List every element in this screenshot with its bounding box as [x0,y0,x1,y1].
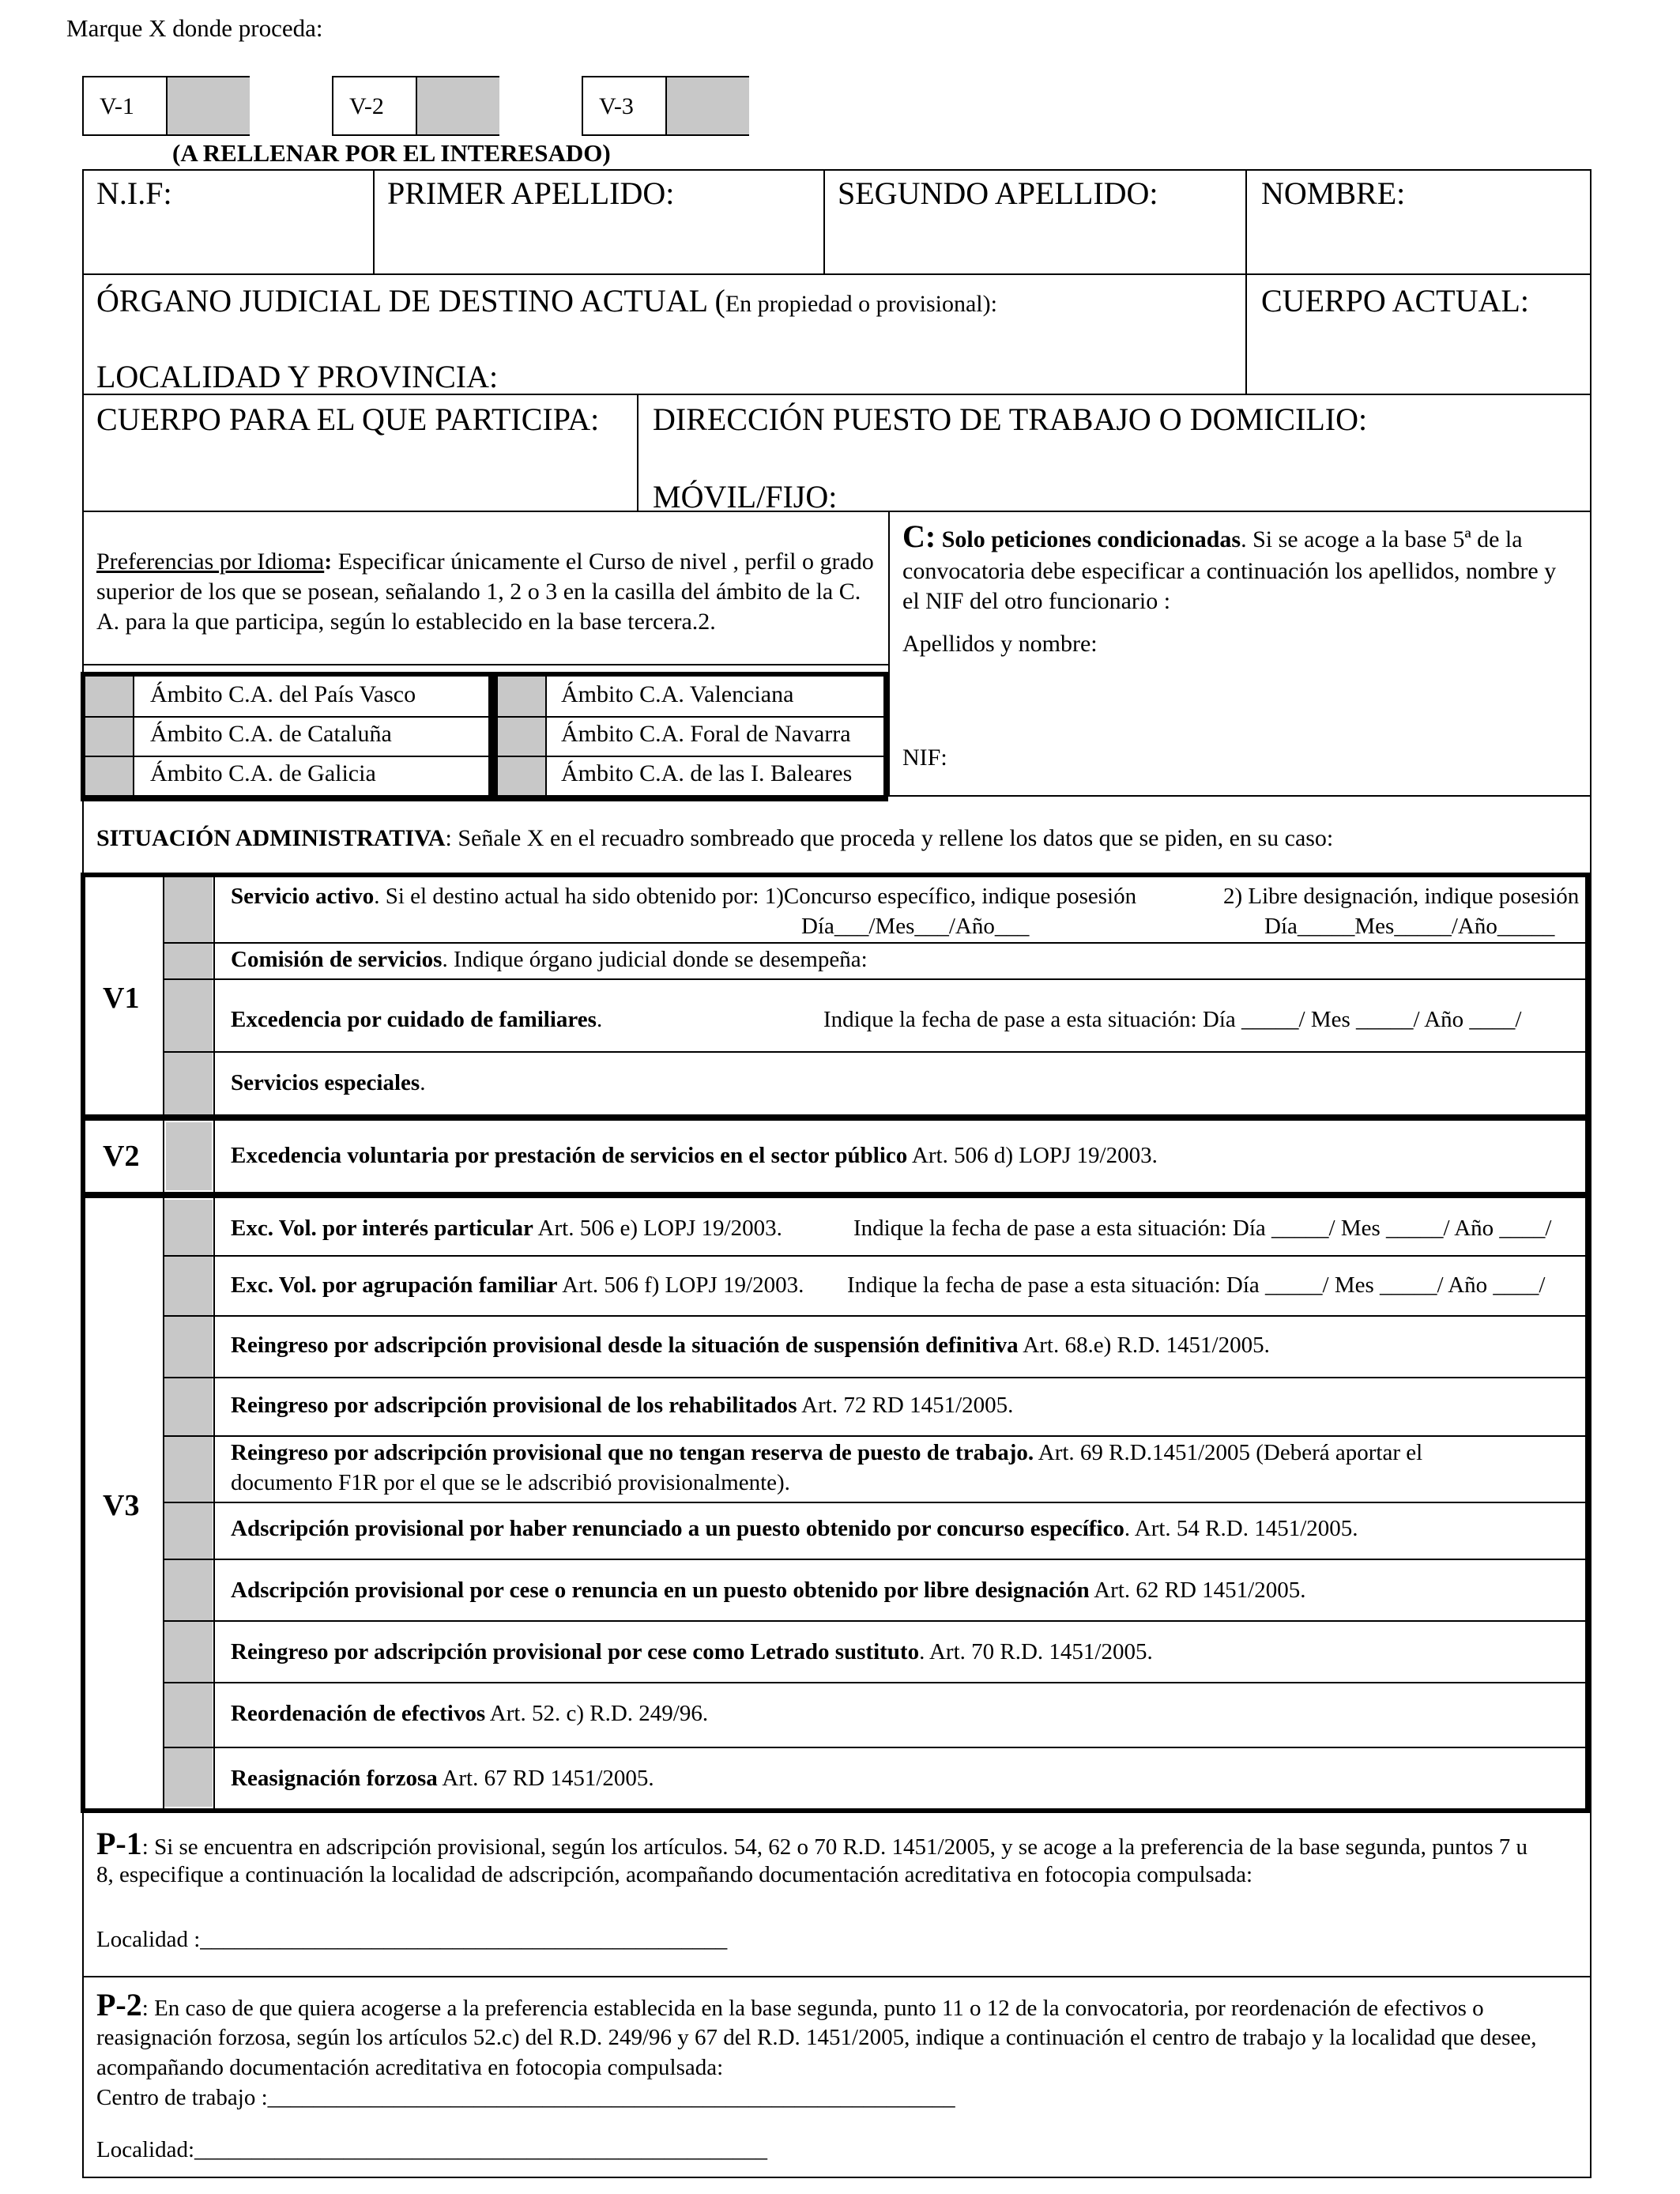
organo-field[interactable] [96,283,997,319]
option-v3-checkbox[interactable] [665,77,749,134]
option-v2-checkbox[interactable] [416,77,499,134]
v3-row-6 [231,1516,1358,1542]
condicionadas-nif-field[interactable]: NIF: [902,745,947,771]
v3-row-1-rest: Art. 506 e) LOPJ 19/2003. [533,1216,782,1241]
v3-row-7-rest: Art. 62 RD 1451/2005. [1089,1578,1306,1603]
v3-row-6-checkbox[interactable] [166,1505,212,1557]
v3-row-4-rest: Art. 72 RD 1451/2005. [797,1393,1014,1418]
v2-bold: Excedencia voluntaria por prestación de servicios en el sector público [231,1143,908,1168]
v3-row-1-fecha[interactable]: Indique la fecha de pase a esta situación: Día _____/ Mes _____/ Año ____/ [853,1216,1552,1241]
v3-row-2-fecha[interactable]: Indique la fecha de pase a esta situación: Día _____/ Mes _____/ Año ____/ [847,1272,1546,1298]
option-v3-label: V-3 [599,93,634,119]
ambito-baleares-checkbox[interactable] [501,759,544,794]
v3-row-5 [231,1440,1422,1466]
v3-row-6-rest: . Art. 54 R.D. 1451/2005. [1124,1516,1358,1541]
instruction-text: Marque X donde proceda: [66,14,323,42]
v2-rest: Art. 506 d) LOPJ 19/2003. [907,1143,1158,1168]
ambito-cataluna-checkbox[interactable] [89,719,131,754]
v3-row-9-checkbox[interactable] [166,1685,212,1745]
v3-row-10-checkbox[interactable] [166,1750,212,1807]
ambito-galicia-checkbox[interactable] [89,759,131,794]
ambito-galicia: Ámbito C.A. de Galicia [150,760,376,786]
v3-row-5-checkbox[interactable] [166,1438,212,1500]
comision-rest: . Indique órgano judicial donde se desempeña: [442,947,868,972]
option-v3-box[interactable] [582,76,749,136]
comision-bold: Comisión de servicios [231,947,443,972]
condicionadas-line-3: el NIF del otro funcionario : [902,588,1171,614]
v3-row-8-bold: Reingreso por adscripción provisional por cese como Letrado sustituto [231,1639,920,1664]
v2-checkbox[interactable] [166,1122,212,1190]
servicio-activo-line [231,884,1136,910]
option-v2-box[interactable] [332,76,499,136]
idioma-line-3: A. para la que participa, según lo establecido en la base tercera.2. [96,609,716,635]
v3-row-10 [231,1766,654,1792]
v3-row-7-checkbox[interactable] [166,1562,212,1619]
segundo-apellido-field[interactable]: SEGUNDO APELLIDO: [838,175,1158,211]
p2-localidad-field[interactable]: Localidad:__________________________________________________ [96,2137,768,2162]
fill-note: (A RELLENAR POR EL INTERESADO) [172,139,611,167]
p2-line-3: acompañando documentación acreditativa en fotocopia compulsada: [96,2055,724,2080]
especiales-rest: . [420,1070,426,1095]
servicio-activo-bold: Servicio activo [231,884,375,909]
v3-row-9-bold: Reordenación de efectivos [231,1701,486,1726]
situacion-title: SITUACIÓN ADMINISTRATIVA [96,825,446,851]
idioma-title: Preferencias por Idioma [96,548,325,575]
condicionadas-line-1 [902,518,1523,555]
v3-row-2-rest: Art. 506 f) LOPJ 19/2003. [557,1272,804,1298]
organo-sublabel: En propiedad o provisional): [725,291,997,317]
v2-line [231,1143,1158,1169]
v3-row-3 [231,1333,1270,1359]
condicionadas-rest: . Si se acoge a la base 5ª de la [1241,526,1523,552]
option-v1-label: V-1 [100,93,134,119]
excedencia-fecha[interactable]: Indique la fecha de pase a esta situación: Día _____/ Mes _____/ Año ____/ [823,1007,1522,1032]
direccion-field[interactable]: DIRECCIÓN PUESTO DE TRABAJO O DOMICILIO: [653,401,1368,437]
ambito-cataluna: Ámbito C.A. de Cataluña [150,721,392,747]
ambito-valenciana: Ámbito C.A. Valenciana [561,681,794,707]
cuerpo-actual-field[interactable]: CUERPO ACTUAL: [1261,283,1529,319]
v3-row-3-checkbox[interactable] [166,1318,212,1375]
servicios-especiales-checkbox[interactable] [166,1054,212,1114]
condicionadas-letter: C: [902,518,936,554]
ambito-valenciana-checkbox[interactable] [501,681,544,714]
situacion-text: : Señale X en el recuadro sombreado que proceda y rellene los datos que se piden, en su caso: [445,825,1334,851]
excedencia-bold: Excedencia por cuidado de familiares [231,1007,597,1032]
especiales-bold: Servicios especiales [231,1070,420,1095]
option-v1-checkbox[interactable] [166,77,250,134]
v3-row-7 [231,1578,1306,1604]
idioma-line-1: Especificar únicamente el Curso de nivel , perfil o grado [337,548,874,575]
servicio-activo-checkbox[interactable] [166,879,212,941]
ambito-baleares: Ámbito C.A. de las I. Baleares [561,760,853,786]
v3-label: V3 [103,1489,140,1522]
ambito-pais-vasco-checkbox[interactable] [89,681,131,714]
v3-row-10-bold: Reasignación forzosa [231,1766,438,1791]
p1-line-1 [96,1826,1527,1862]
ambito-pais-vasco: Ámbito C.A. del País Vasco [150,681,416,707]
v3-row-9 [231,1701,708,1727]
v3-row-5-rest: Art. 69 R.D.1451/2005 (Deberá aportar el [1034,1440,1423,1465]
nif-field[interactable]: N.I.F: [96,175,172,211]
v3-row-4 [231,1393,1013,1419]
v3-row-9-rest: Art. 52. c) R.D. 249/96. [485,1701,709,1726]
servicio-fecha-2[interactable]: Día_____Mes_____/Año_____ [1264,914,1555,939]
v3-row-1-bold: Exc. Vol. por interés particular [231,1216,533,1241]
v3-row-4-checkbox[interactable] [166,1380,212,1434]
idioma-colon: : [324,548,333,575]
ambito-navarra-checkbox[interactable] [501,719,544,754]
p2-letter: P-2 [96,1987,142,2022]
condicionadas-bold: Solo peticiones condicionadas [941,526,1241,552]
v3-row-5-bold: Reingreso por adscripción provisional que no tengan reserva de puesto de trabajo. [231,1440,1034,1465]
v3-row-5-line-2: documento F1R por el que se le adscribió provisionalmente). [231,1470,790,1495]
v3-row-2-bold: Exc. Vol. por agrupación familiar [231,1272,558,1298]
excedencia-rest: . [596,1007,603,1032]
situacion-line [96,825,1333,853]
servicio-fecha-1[interactable]: Día___/Mes___/Año___ [801,914,1030,939]
p2-text-1: : En caso de que quiera acogerse a la preferencia establecida en la base segunda, punto 11 o 12 de la convocatoria, por reordenación de efectivos o [141,1996,1484,2021]
v1-label: V1 [103,982,140,1015]
v3-row-1 [231,1216,782,1242]
localidad-provincia-field[interactable]: LOCALIDAD Y PROVINCIA: [96,359,499,394]
v3-row-10-rest: Art. 67 RD 1451/2005. [437,1766,654,1791]
idioma-title-line [96,548,874,576]
v3-row-8-rest: . Art. 70 R.D. 1451/2005. [919,1639,1153,1664]
p1-text-1: : Si se encuentra en adscripción provisional, según los artículos. 54, 62 o 70 R.D. 1451/2005, y se acoge a la preferencia de la base segunda, puntos 7 u [141,1834,1528,1860]
p1-letter: P-1 [96,1826,142,1861]
servicio-activo-right: 2) Libre designación, indique posesión [1223,884,1580,909]
especiales-line [231,1070,425,1096]
excedencia-line [231,1007,602,1033]
v3-row-8-checkbox[interactable] [166,1623,212,1680]
v3-row-3-rest: Art. 68.e) R.D. 1451/2005. [1018,1333,1270,1358]
v3-row-6-bold: Adscripción provisional por haber renunciado a un puesto obtenido por concurso específico [231,1516,1124,1541]
movil-fijo-field[interactable]: MÓVIL/FIJO: [653,479,838,515]
nombre-field[interactable]: NOMBRE: [1261,175,1406,211]
v2-label: V2 [103,1140,140,1173]
p2-centro-field[interactable]: Centro de trabajo :____________________________________________________________ [96,2085,955,2110]
v3-row-7-bold: Adscripción provisional por cese o renuncia en un puesto obtenido por libre designación [231,1578,1090,1603]
ambito-navarra: Ámbito C.A. Foral de Navarra [561,721,851,747]
option-v2-label: V-2 [349,93,384,119]
condicionadas-line-2: convocatoria debe especificar a continuación los apellidos, nombre y [902,558,1557,584]
servicio-activo-rest: . Si el destino actual ha sido obtenido por: 1)Concurso específico, indique posesión [374,884,1137,909]
v3-row-4-bold: Reingreso por adscripción provisional de los rehabilitados [231,1393,797,1418]
p2-line-2: reasignación forzosa, según los artículos 52.c) del R.D. 249/96 y 67 del R.D. 1451/2005, indique a continuación el centro de trabajo y la localidad que desee, [96,2025,1537,2050]
comision-line [231,947,868,973]
comision-servicios-checkbox[interactable] [166,945,212,977]
v3-row-2-checkbox[interactable] [166,1258,212,1314]
v3-row-8 [231,1639,1153,1665]
v3-row-3-bold: Reingreso por adscripción provisional desde la situación de suspensión definitiva [231,1333,1019,1358]
organo-label: ÓRGANO JUDICIAL DE DESTINO ACTUAL ( [96,283,725,319]
p1-localidad-field[interactable]: Localidad :______________________________________________ [96,1927,728,1952]
excedencia-familiares-checkbox[interactable] [166,982,212,1050]
idioma-line-2: superior de los que se posean, señalando 1, 2 o 3 en la casilla del ámbito de la C. [96,579,861,605]
v3-row-1-checkbox[interactable] [166,1201,212,1253]
condicionadas-apellidos-field[interactable]: Apellidos y nombre: [902,631,1098,657]
primer-apellido-field[interactable]: PRIMER APELLIDO: [387,175,675,211]
v3-row-2 [231,1272,804,1299]
cuerpo-participa-field[interactable]: CUERPO PARA EL QUE PARTICIPA: [96,401,600,437]
p2-line-1 [96,1987,1484,2023]
p1-line-2: 8, especifique a continuación la localidad de adscripción, acompañando documentación acreditativa en fotocopia compulsada: [96,1862,1253,1887]
option-v1-box[interactable] [82,76,250,136]
